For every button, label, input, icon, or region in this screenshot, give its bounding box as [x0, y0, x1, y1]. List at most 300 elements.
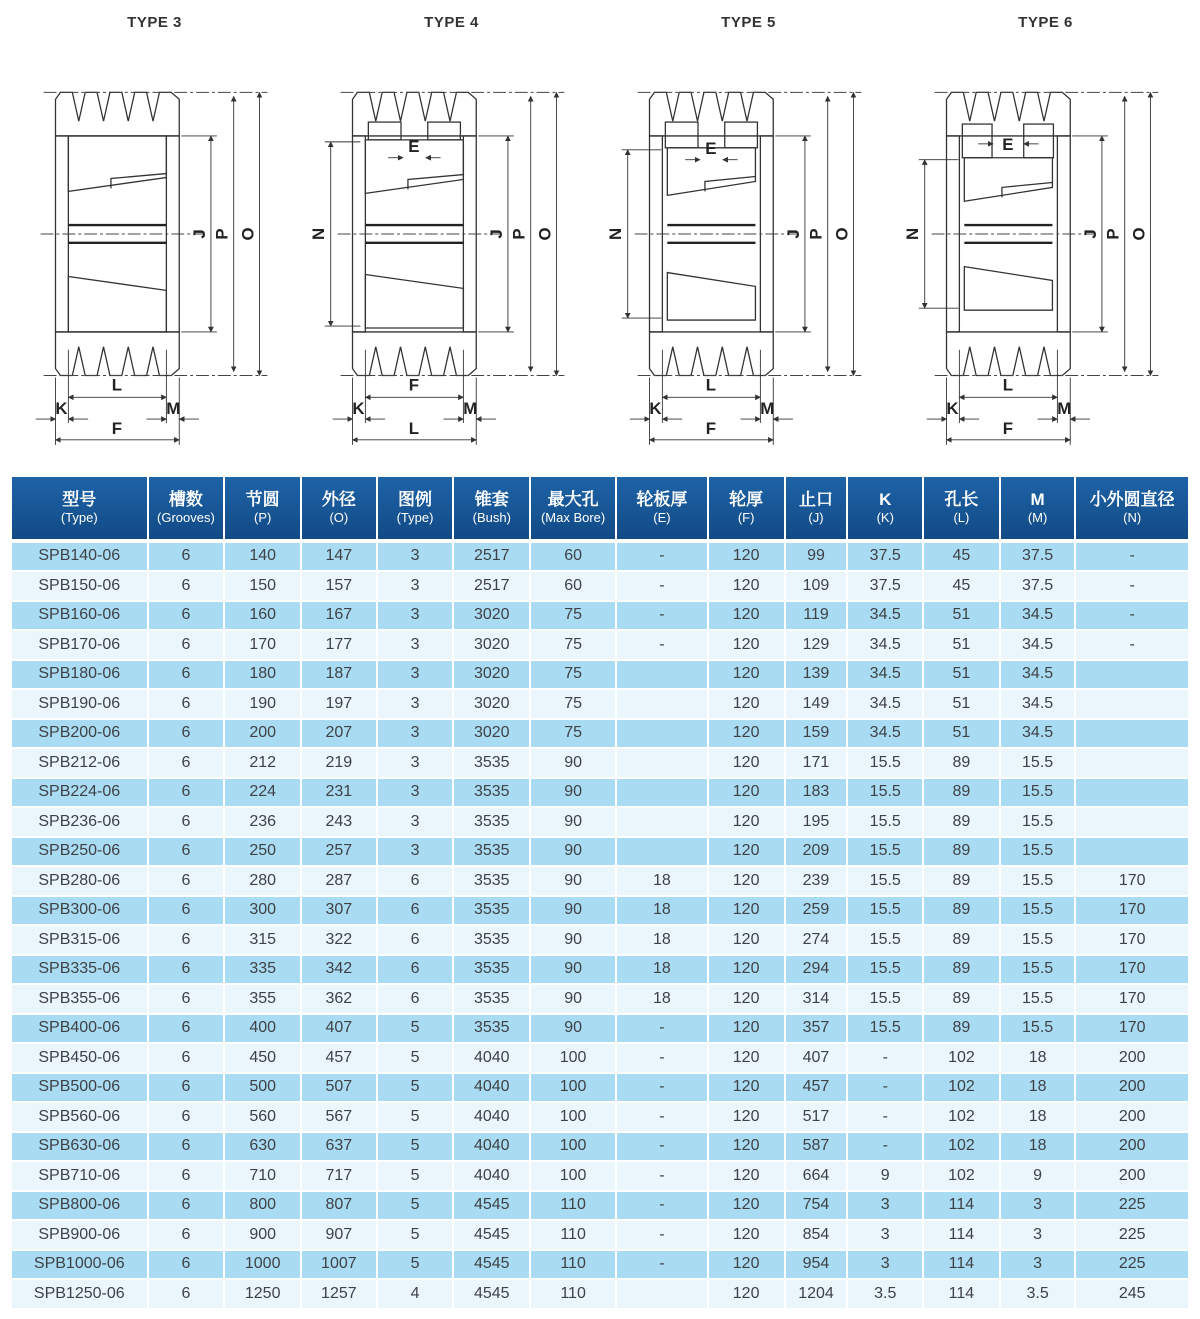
cell-small-outer-dia-n: 225 [1076, 1192, 1188, 1220]
cell-max-bore: 90 [531, 1015, 615, 1043]
cell-k: 34.5 [848, 602, 922, 630]
cell-small-outer-dia-n [1076, 749, 1188, 777]
cell-k: - [848, 1074, 922, 1102]
cell-spigot-j: 664 [786, 1162, 847, 1190]
spec-table-section [0, 467, 1200, 1310]
cell-figure-type: 3 [378, 631, 453, 659]
cell-max-bore: 110 [531, 1280, 615, 1308]
cell-pitch: 140 [225, 543, 300, 571]
cell-bore-length-l: 102 [924, 1103, 999, 1131]
cell-outer-dia: 342 [302, 956, 376, 984]
cell-model: SPB355-06 [12, 985, 147, 1013]
cell-max-bore: 75 [531, 720, 615, 748]
column-header-en: (N) [1123, 510, 1142, 526]
cell-pitch: 1000 [225, 1251, 300, 1279]
cell-wheel-thickness-f: 120 [709, 543, 784, 571]
figure-type-4 [303, 4, 600, 467]
dim-label-M: M [463, 399, 478, 419]
cell-max-bore: 90 [531, 926, 615, 954]
cell-spigot-j: 517 [786, 1103, 847, 1131]
dim-label-F: F [1002, 418, 1014, 438]
cell-figure-type: 3 [378, 838, 453, 866]
cell-bore-length-l: 51 [924, 720, 999, 748]
table-row [12, 720, 1188, 748]
table-row [12, 1192, 1188, 1220]
cell-m: 34.5 [1001, 602, 1075, 630]
table-row [12, 1074, 1188, 1102]
cell-outer-dia: 807 [302, 1192, 376, 1220]
cell-wheel-thickness-f: 120 [709, 720, 784, 748]
cell-bush: 3535 [454, 838, 529, 866]
cell-grooves: 6 [149, 543, 224, 571]
cell-bush: 4545 [454, 1192, 529, 1220]
cell-web-thickness-e: - [617, 1133, 707, 1161]
table-row [12, 956, 1188, 984]
cell-bush: 4040 [454, 1074, 529, 1102]
cell-outer-dia: 197 [302, 690, 376, 718]
cell-bush: 3020 [454, 602, 529, 630]
cell-max-bore: 90 [531, 956, 615, 984]
table-row [12, 631, 1188, 659]
cell-bush: 4545 [454, 1280, 529, 1308]
cell-spigot-j: 171 [786, 749, 847, 777]
cell-model: SPB280-06 [12, 867, 147, 895]
cell-spigot-j: 407 [786, 1044, 847, 1072]
cell-wheel-thickness-f: 120 [709, 602, 784, 630]
cell-grooves: 6 [149, 956, 224, 984]
cell-k: 34.5 [848, 661, 922, 689]
table-row [12, 1044, 1188, 1072]
cell-bore-length-l: 89 [924, 867, 999, 895]
cell-model: SPB160-06 [12, 602, 147, 630]
cell-pitch: 315 [225, 926, 300, 954]
cell-k: 15.5 [848, 956, 922, 984]
cell-figure-type: 5 [378, 1074, 453, 1102]
cell-outer-dia: 147 [302, 543, 376, 571]
cell-bore-length-l: 51 [924, 661, 999, 689]
column-header [1076, 477, 1188, 541]
table-row [12, 897, 1188, 925]
column-header-en: (J) [808, 510, 824, 526]
dim-label-K: K [649, 399, 662, 419]
cell-k: 37.5 [848, 543, 922, 571]
cell-bore-length-l: 114 [924, 1280, 999, 1308]
cell-model: SPB224-06 [12, 779, 147, 807]
cell-m: 3 [1001, 1221, 1075, 1249]
cell-small-outer-dia-n: 170 [1076, 897, 1188, 925]
dim-label-N: N [902, 227, 922, 241]
cell-spigot-j: 457 [786, 1074, 847, 1102]
pulley-drawing-type-4-image [303, 31, 600, 467]
cell-web-thickness-e: - [617, 1162, 707, 1190]
spec-table [10, 475, 1190, 1310]
table-row [12, 867, 1188, 895]
dim-label-N: N [605, 227, 625, 241]
cell-max-bore: 90 [531, 779, 615, 807]
cell-small-outer-dia-n [1076, 808, 1188, 836]
cell-m: 15.5 [1001, 985, 1075, 1013]
table-row [12, 543, 1188, 571]
cell-spigot-j: 754 [786, 1192, 847, 1220]
cell-model: SPB630-06 [12, 1133, 147, 1161]
cell-grooves: 6 [149, 572, 224, 600]
cell-k: 15.5 [848, 749, 922, 777]
dim-label-P: P [212, 228, 232, 240]
cell-spigot-j: 159 [786, 720, 847, 748]
dim-label-J: J [189, 229, 209, 239]
cell-k: - [848, 1044, 922, 1072]
cell-k: 15.5 [848, 867, 922, 895]
cell-k: 3 [848, 1221, 922, 1249]
cell-outer-dia: 307 [302, 897, 376, 925]
cell-web-thickness-e [617, 808, 707, 836]
dim-label-L: L [111, 375, 123, 395]
cell-small-outer-dia-n: 200 [1076, 1133, 1188, 1161]
cell-model: SPB800-06 [12, 1192, 147, 1220]
cell-outer-dia: 219 [302, 749, 376, 777]
cell-pitch: 300 [225, 897, 300, 925]
dim-label-F: F [111, 418, 123, 438]
cell-bore-length-l: 114 [924, 1221, 999, 1249]
column-header-zh: K [879, 490, 892, 510]
cell-m: 34.5 [1001, 690, 1075, 718]
cell-bush: 3020 [454, 720, 529, 748]
cell-m: 15.5 [1001, 897, 1075, 925]
cell-figure-type: 5 [378, 1251, 453, 1279]
column-header-zh: 轮厚 [729, 490, 764, 510]
cell-small-outer-dia-n: 200 [1076, 1162, 1188, 1190]
cell-m: 34.5 [1001, 720, 1075, 748]
cell-pitch: 160 [225, 602, 300, 630]
cell-model: SPB315-06 [12, 926, 147, 954]
cell-max-bore: 110 [531, 1251, 615, 1279]
cell-figure-type: 3 [378, 749, 453, 777]
cell-figure-type: 6 [378, 926, 453, 954]
cell-web-thickness-e: - [617, 602, 707, 630]
cell-small-outer-dia-n: 225 [1076, 1221, 1188, 1249]
cell-m: 3 [1001, 1251, 1075, 1279]
cell-m: 37.5 [1001, 543, 1075, 571]
cell-outer-dia: 907 [302, 1221, 376, 1249]
cell-wheel-thickness-f: 120 [709, 779, 784, 807]
cell-spigot-j: 314 [786, 985, 847, 1013]
cell-web-thickness-e: - [617, 1074, 707, 1102]
cell-outer-dia: 1007 [302, 1251, 376, 1279]
table-row [12, 1103, 1188, 1131]
dim-label-L: L [408, 418, 420, 438]
column-header-zh: M [1030, 490, 1045, 510]
table-row [12, 1221, 1188, 1249]
cell-max-bore: 110 [531, 1192, 615, 1220]
cell-max-bore: 90 [531, 808, 615, 836]
cell-grooves: 6 [149, 602, 224, 630]
table-row [12, 602, 1188, 630]
cell-outer-dia: 362 [302, 985, 376, 1013]
figure-type-5 [600, 4, 897, 467]
cell-spigot-j: 129 [786, 631, 847, 659]
column-header [709, 477, 784, 541]
dim-label-N: N [308, 227, 328, 241]
cell-web-thickness-e [617, 749, 707, 777]
table-row [12, 779, 1188, 807]
dim-label-P: P [509, 228, 529, 240]
cell-small-outer-dia-n: 170 [1076, 1015, 1188, 1043]
cell-small-outer-dia-n [1076, 720, 1188, 748]
cell-max-bore: 100 [531, 1133, 615, 1161]
cell-figure-type: 5 [378, 1015, 453, 1043]
cell-web-thickness-e: - [617, 1044, 707, 1072]
cell-bore-length-l: 89 [924, 749, 999, 777]
cell-web-thickness-e: 18 [617, 897, 707, 925]
cell-outer-dia: 157 [302, 572, 376, 600]
cell-max-bore: 90 [531, 867, 615, 895]
cell-spigot-j: 195 [786, 808, 847, 836]
dim-label-F: F [408, 375, 420, 395]
cell-k: 3.5 [848, 1280, 922, 1308]
cell-bore-length-l: 89 [924, 926, 999, 954]
cell-model: SPB300-06 [12, 897, 147, 925]
cell-max-bore: 75 [531, 631, 615, 659]
table-row [12, 985, 1188, 1013]
cell-bore-length-l: 102 [924, 1133, 999, 1161]
column-header-en: (K) [876, 510, 894, 526]
cell-figure-type: 3 [378, 779, 453, 807]
column-header [225, 477, 300, 541]
cell-wheel-thickness-f: 120 [709, 808, 784, 836]
column-header [924, 477, 999, 541]
cell-wheel-thickness-f: 120 [709, 926, 784, 954]
cell-grooves: 6 [149, 779, 224, 807]
table-row [12, 572, 1188, 600]
cell-outer-dia: 637 [302, 1133, 376, 1161]
dim-label-J: J [783, 229, 803, 239]
cell-bush: 3535 [454, 897, 529, 925]
dim-label-M: M [166, 399, 181, 419]
cell-model: SPB250-06 [12, 838, 147, 866]
cell-bore-length-l: 102 [924, 1044, 999, 1072]
figure-title: TYPE 3 [127, 14, 182, 31]
cell-figure-type: 6 [378, 867, 453, 895]
cell-spigot-j: 854 [786, 1221, 847, 1249]
cell-k: 15.5 [848, 838, 922, 866]
cell-k: 15.5 [848, 808, 922, 836]
column-header [12, 477, 147, 541]
cell-pitch: 800 [225, 1192, 300, 1220]
cell-m: 9 [1001, 1162, 1075, 1190]
cell-small-outer-dia-n: 170 [1076, 867, 1188, 895]
column-header [786, 477, 847, 541]
cell-bush: 2517 [454, 572, 529, 600]
figure-type-3 [6, 4, 303, 467]
column-header [454, 477, 529, 541]
cell-max-bore: 100 [531, 1103, 615, 1131]
cell-web-thickness-e [617, 690, 707, 718]
table-row [12, 1280, 1188, 1308]
cell-outer-dia: 1257 [302, 1280, 376, 1308]
cell-model: SPB180-06 [12, 661, 147, 689]
cell-wheel-thickness-f: 120 [709, 867, 784, 895]
cell-bush: 3535 [454, 985, 529, 1013]
cell-grooves: 6 [149, 1162, 224, 1190]
cell-bore-length-l: 89 [924, 985, 999, 1013]
column-header-zh: 外径 [321, 490, 356, 510]
cell-outer-dia: 207 [302, 720, 376, 748]
figure-title: TYPE 4 [424, 14, 479, 31]
cell-grooves: 6 [149, 1280, 224, 1308]
cell-wheel-thickness-f: 120 [709, 1221, 784, 1249]
dimension-lines [309, 92, 557, 444]
cell-outer-dia: 167 [302, 602, 376, 630]
cell-web-thickness-e: - [617, 1192, 707, 1220]
cell-grooves: 6 [149, 1015, 224, 1043]
cell-wheel-thickness-f: 120 [709, 1133, 784, 1161]
cell-m: 37.5 [1001, 572, 1075, 600]
cell-max-bore: 60 [531, 572, 615, 600]
cell-pitch: 180 [225, 661, 300, 689]
cell-figure-type: 3 [378, 602, 453, 630]
cell-wheel-thickness-f: 120 [709, 985, 784, 1013]
cell-figure-type: 5 [378, 1221, 453, 1249]
cell-grooves: 6 [149, 808, 224, 836]
cell-pitch: 190 [225, 690, 300, 718]
cell-max-bore: 100 [531, 1162, 615, 1190]
cell-m: 15.5 [1001, 808, 1075, 836]
cell-wheel-thickness-f: 120 [709, 661, 784, 689]
cell-wheel-thickness-f: 120 [709, 1192, 784, 1220]
cell-max-bore: 110 [531, 1221, 615, 1249]
cell-pitch: 900 [225, 1221, 300, 1249]
cell-figure-type: 6 [378, 897, 453, 925]
cell-m: 15.5 [1001, 838, 1075, 866]
cell-m: 3 [1001, 1192, 1075, 1220]
cell-bush: 3535 [454, 1015, 529, 1043]
cell-k: 15.5 [848, 779, 922, 807]
figure-type-6 [897, 4, 1194, 467]
cell-model: SPB236-06 [12, 808, 147, 836]
dim-label-K: K [55, 399, 68, 419]
cell-max-bore: 75 [531, 690, 615, 718]
cell-web-thickness-e: 18 [617, 985, 707, 1013]
column-header-zh: 锥套 [474, 490, 509, 510]
cell-spigot-j: 99 [786, 543, 847, 571]
cell-wheel-thickness-f: 120 [709, 1251, 784, 1279]
cell-k: 15.5 [848, 897, 922, 925]
cell-small-outer-dia-n: 170 [1076, 985, 1188, 1013]
cell-web-thickness-e [617, 779, 707, 807]
table-row [12, 749, 1188, 777]
cell-m: 15.5 [1001, 867, 1075, 895]
column-header-en: (M) [1027, 510, 1048, 526]
column-header [149, 477, 224, 541]
cell-spigot-j: 587 [786, 1133, 847, 1161]
cell-spigot-j: 139 [786, 661, 847, 689]
dim-label-M: M [1057, 399, 1072, 419]
cell-figure-type: 3 [378, 720, 453, 748]
column-header [302, 477, 376, 541]
cell-web-thickness-e [617, 838, 707, 866]
cell-pitch: 400 [225, 1015, 300, 1043]
cell-grooves: 6 [149, 1074, 224, 1102]
cell-small-outer-dia-n: - [1076, 602, 1188, 630]
cell-m: 18 [1001, 1103, 1075, 1131]
cell-small-outer-dia-n [1076, 690, 1188, 718]
cell-grooves: 6 [149, 926, 224, 954]
cell-small-outer-dia-n: - [1076, 543, 1188, 571]
cell-model: SPB140-06 [12, 543, 147, 571]
cell-max-bore: 90 [531, 838, 615, 866]
cell-model: SPB450-06 [12, 1044, 147, 1072]
cell-wheel-thickness-f: 120 [709, 1074, 784, 1102]
cell-pitch: 560 [225, 1103, 300, 1131]
cell-grooves: 6 [149, 1221, 224, 1249]
drawings-row [0, 0, 1200, 467]
column-header-zh: 轮板厚 [636, 490, 688, 510]
cell-m: 15.5 [1001, 956, 1075, 984]
cell-bore-length-l: 89 [924, 956, 999, 984]
column-header-en: (Type) [396, 510, 434, 526]
column-header [378, 477, 453, 541]
cell-m: 18 [1001, 1133, 1075, 1161]
cell-bush: 4040 [454, 1103, 529, 1131]
cell-pitch: 1250 [225, 1280, 300, 1308]
cell-bore-length-l: 51 [924, 690, 999, 718]
cell-k: 3 [848, 1192, 922, 1220]
dim-label-L: L [1002, 375, 1014, 395]
cell-spigot-j: 294 [786, 956, 847, 984]
cell-k: 34.5 [848, 720, 922, 748]
cell-m: 3.5 [1001, 1280, 1075, 1308]
cell-bush: 3020 [454, 690, 529, 718]
cell-spigot-j: 183 [786, 779, 847, 807]
cell-grooves: 6 [149, 631, 224, 659]
cell-spigot-j: 954 [786, 1251, 847, 1279]
column-header-en: (F) [737, 510, 755, 526]
cell-model: SPB150-06 [12, 572, 147, 600]
cell-outer-dia: 457 [302, 1044, 376, 1072]
table-row [12, 838, 1188, 866]
cell-pitch: 355 [225, 985, 300, 1013]
column-header [848, 477, 922, 541]
cell-model: SPB900-06 [12, 1221, 147, 1249]
table-row [12, 926, 1188, 954]
cell-pitch: 150 [225, 572, 300, 600]
cell-max-bore: 75 [531, 602, 615, 630]
cell-pitch: 500 [225, 1074, 300, 1102]
cell-small-outer-dia-n: 170 [1076, 926, 1188, 954]
cell-outer-dia: 231 [302, 779, 376, 807]
dim-label-F: F [705, 418, 717, 438]
cell-grooves: 6 [149, 897, 224, 925]
cell-pitch: 212 [225, 749, 300, 777]
cell-m: 15.5 [1001, 926, 1075, 954]
cell-wheel-thickness-f: 120 [709, 1103, 784, 1131]
cell-model: SPB190-06 [12, 690, 147, 718]
cell-model: SPB400-06 [12, 1015, 147, 1043]
cell-bush: 3535 [454, 867, 529, 895]
cell-k: 34.5 [848, 690, 922, 718]
cell-bush: 3020 [454, 661, 529, 689]
dim-label-K: K [352, 399, 365, 419]
cell-figure-type: 3 [378, 690, 453, 718]
table-row [12, 661, 1188, 689]
cell-figure-type: 3 [378, 543, 453, 571]
cell-pitch: 170 [225, 631, 300, 659]
cell-k: 15.5 [848, 985, 922, 1013]
cell-wheel-thickness-f: 120 [709, 749, 784, 777]
cell-small-outer-dia-n [1076, 838, 1188, 866]
column-header-zh: 槽数 [168, 490, 203, 510]
cell-pitch: 236 [225, 808, 300, 836]
